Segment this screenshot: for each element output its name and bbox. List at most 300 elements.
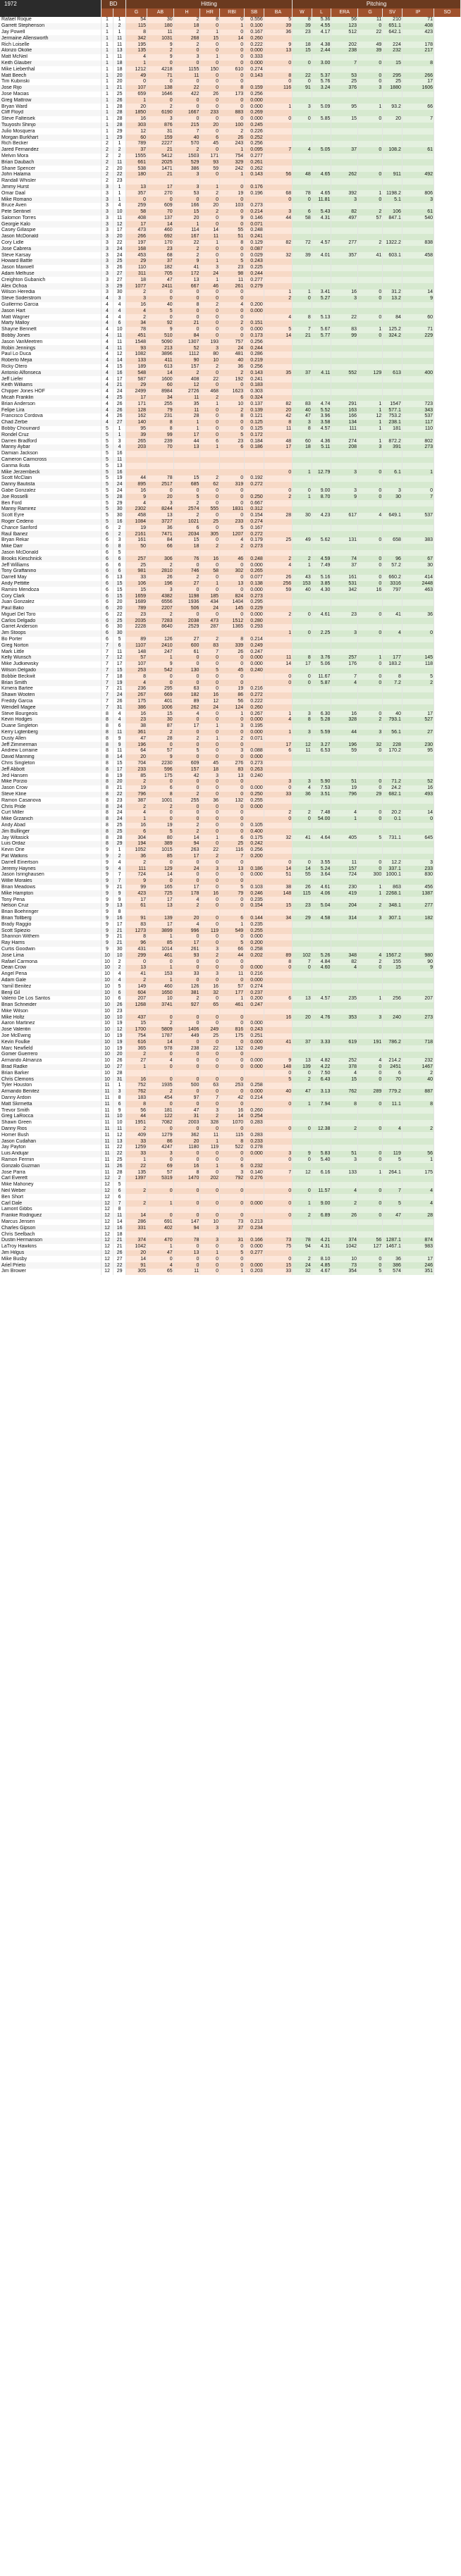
cell-player-name[interactable]: Cory Clark: [0, 593, 101, 599]
cell-player-name[interactable]: Jose Macias: [0, 92, 101, 98]
cell-player-name[interactable]: Robin Jennings: [0, 345, 101, 351]
cell-player-name[interactable]: Bryan Rekar: [0, 537, 101, 544]
table-row[interactable]: [0, 1126, 461, 1133]
table-row[interactable]: [0, 1009, 461, 1015]
cell-player-name[interactable]: Steve Falteisek: [0, 116, 101, 123]
table-row[interactable]: [0, 364, 461, 371]
cell-player-name[interactable]: Juan Gonzalez: [0, 599, 101, 606]
table-row[interactable]: [0, 135, 461, 141]
table-row[interactable]: [0, 296, 461, 302]
cell-player-name[interactable]: Roger Cedeno: [0, 519, 101, 525]
table-row[interactable]: [0, 531, 461, 537]
table-row[interactable]: [0, 314, 461, 321]
cell-player-name[interactable]: Randall Whisler: [0, 178, 101, 185]
cell-player-name[interactable]: Shane Spencer: [0, 166, 101, 172]
table-row[interactable]: [0, 947, 461, 953]
table-row[interactable]: [0, 1064, 461, 1071]
table-row[interactable]: [0, 116, 461, 123]
cell-player-name[interactable]: Bryan Ward: [0, 104, 101, 110]
cell-player-name[interactable]: Mike Lieberthal: [0, 66, 101, 73]
table-row[interactable]: [0, 221, 461, 228]
table-row[interactable]: [0, 1182, 461, 1188]
table-row[interactable]: [0, 983, 461, 990]
cell-player-name[interactable]: Shawn Wooten: [0, 692, 101, 699]
table-row[interactable]: [0, 85, 461, 92]
cell-player-name[interactable]: Kevin Foulke: [0, 1039, 101, 1045]
cell-player-name[interactable]: Mike Hampton: [0, 890, 101, 897]
cell-player-name[interactable]: Jim Brower: [0, 1269, 101, 1275]
table-row[interactable]: [0, 1120, 461, 1126]
cell-player-name[interactable]: Jose Lima: [0, 952, 101, 959]
table-row[interactable]: [0, 885, 461, 891]
table-row[interactable]: [0, 513, 461, 519]
cell-player-name[interactable]: Bobby Jones: [0, 333, 101, 340]
table-row[interactable]: [0, 290, 461, 296]
cell-player-name[interactable]: Wilson Delgado: [0, 668, 101, 674]
table-row[interactable]: [0, 699, 461, 705]
table-row[interactable]: [0, 147, 461, 154]
table-row[interactable]: [0, 1002, 461, 1009]
table-row[interactable]: [0, 185, 461, 191]
table-row[interactable]: [0, 606, 461, 612]
table-row[interactable]: [0, 413, 461, 420]
cell-player-name[interactable]: Brady Raggio: [0, 921, 101, 928]
table-row[interactable]: [0, 203, 461, 209]
table-row[interactable]: [0, 123, 461, 129]
table-row[interactable]: [0, 928, 461, 934]
cell-player-name[interactable]: Raul Ibanez: [0, 531, 101, 537]
table-row[interactable]: [0, 420, 461, 426]
table-row[interactable]: [0, 519, 461, 525]
table-row[interactable]: [0, 773, 461, 779]
cell-player-name[interactable]: Valerio De Los Santos: [0, 996, 101, 1002]
table-row[interactable]: [0, 704, 461, 711]
cell-player-name[interactable]: Scott Eyre: [0, 513, 101, 519]
table-row[interactable]: [0, 444, 461, 451]
cell-player-name[interactable]: Brian Schneider: [0, 1002, 101, 1009]
cell-player-name[interactable]: Mike Wilson: [0, 1009, 101, 1015]
table-row[interactable]: [0, 642, 461, 649]
cell-player-name[interactable]: Carl Everett: [0, 1176, 101, 1182]
cell-player-name[interactable]: Cory Lidle: [0, 240, 101, 247]
col-header-era[interactable]: ERA: [331, 8, 358, 17]
cell-player-name[interactable]: Steve Soderstrom: [0, 296, 101, 302]
cell-player-name[interactable]: Rafael Roque: [0, 17, 101, 23]
cell-player-name[interactable]: Darrell May: [0, 575, 101, 581]
cell-player-name[interactable]: Dean Crow: [0, 965, 101, 971]
table-row[interactable]: [0, 921, 461, 928]
table-row[interactable]: [0, 358, 461, 364]
table-row[interactable]: [0, 178, 461, 185]
cell-player-name[interactable]: Freddy Garcia: [0, 699, 101, 705]
table-row[interactable]: [0, 345, 461, 351]
cell-player-name[interactable]: Shawn Green: [0, 1120, 101, 1126]
cell-player-name[interactable]: Jared Fernandez: [0, 147, 101, 154]
table-row[interactable]: [0, 916, 461, 922]
cell-player-name[interactable]: Brian Smith: [0, 680, 101, 686]
table-row[interactable]: [0, 265, 461, 271]
cell-player-name[interactable]: Tim Kubinski: [0, 79, 101, 85]
table-row[interactable]: [0, 228, 461, 234]
table-row[interactable]: [0, 525, 461, 531]
cell-player-name[interactable]: Aaron Martinez: [0, 1021, 101, 1027]
table-row[interactable]: [0, 1033, 461, 1040]
table-row[interactable]: [0, 1083, 461, 1089]
cell-player-name[interactable]: Rich Loiselle: [0, 42, 101, 48]
cell-player-name[interactable]: Armando Benitez: [0, 1089, 101, 1095]
cell-player-name[interactable]: Brad Radke: [0, 1064, 101, 1071]
table-row[interactable]: [0, 216, 461, 222]
table-row[interactable]: [0, 779, 461, 785]
cell-player-name[interactable]: Jason Hart: [0, 308, 101, 314]
table-row[interactable]: [0, 333, 461, 340]
cell-player-name[interactable]: Miguel Del Toro: [0, 612, 101, 618]
cell-player-name[interactable]: Mike Porzio: [0, 779, 101, 785]
table-row[interactable]: [0, 673, 461, 680]
table-row[interactable]: [0, 327, 461, 333]
table-row[interactable]: [0, 469, 461, 475]
cell-player-name[interactable]: Andy Abad: [0, 823, 101, 829]
table-row[interactable]: [0, 1058, 461, 1064]
cell-player-name[interactable]: Tony Pena: [0, 897, 101, 903]
table-row[interactable]: [0, 1021, 461, 1027]
table-row[interactable]: [0, 1145, 461, 1151]
cell-player-name[interactable]: Jose Rijo: [0, 85, 101, 92]
table-row[interactable]: [0, 624, 461, 630]
cell-player-name[interactable]: Antonio Alfonseca: [0, 370, 101, 376]
cell-player-name[interactable]: Greg Mattrow: [0, 97, 101, 104]
table-row[interactable]: [0, 17, 461, 23]
cell-player-name[interactable]: Lamont Gibbs: [0, 1207, 101, 1213]
cell-player-name[interactable]: Bobbie Beckwit: [0, 673, 101, 680]
cell-player-name[interactable]: Creighton Gubanich: [0, 277, 101, 283]
cell-player-name[interactable]: Keith Glauber: [0, 61, 101, 67]
cell-player-name[interactable]: Ben Ford: [0, 500, 101, 506]
cell-player-name[interactable]: Kelly Wunsch: [0, 655, 101, 661]
col-header-so[interactable]: SO: [434, 8, 461, 17]
cell-player-name[interactable]: Salomon Torres: [0, 216, 101, 222]
table-row[interactable]: [0, 351, 461, 358]
cell-player-name[interactable]: Kevin Hodges: [0, 717, 101, 723]
table-row[interactable]: [0, 30, 461, 36]
cell-player-name[interactable]: Curt Miller: [0, 810, 101, 816]
table-row[interactable]: [0, 79, 461, 85]
table-row[interactable]: [0, 389, 461, 395]
table-row[interactable]: [0, 562, 461, 568]
cell-player-name[interactable]: Neil Weber: [0, 1188, 101, 1195]
cell-player-name[interactable]: Wendell Magee: [0, 704, 101, 711]
cell-player-name[interactable]: Danny Ardoin: [0, 1095, 101, 1102]
cell-player-name[interactable]: Jeff Zimmerman: [0, 742, 101, 748]
table-row[interactable]: [0, 1095, 461, 1102]
table-row[interactable]: [0, 1256, 461, 1262]
cell-player-name[interactable]: Brian Barker: [0, 1070, 101, 1076]
table-row[interactable]: [0, 797, 461, 804]
table-row[interactable]: [0, 42, 461, 48]
cell-player-name[interactable]: Alonzo Okolie: [0, 48, 101, 54]
table-row[interactable]: [0, 668, 461, 674]
table-row[interactable]: [0, 835, 461, 841]
cell-player-name[interactable]: Garrett Stephenson: [0, 23, 101, 30]
table-row[interactable]: [0, 1107, 461, 1114]
table-row[interactable]: [0, 723, 461, 730]
cell-player-name[interactable]: Mike Grzanich: [0, 816, 101, 823]
cell-player-name[interactable]: Ganma Ikuta: [0, 463, 101, 469]
cell-player-name[interactable]: Jeff Liefer: [0, 376, 101, 382]
cell-player-name[interactable]: Wilson Heredia: [0, 290, 101, 296]
table-row[interactable]: [0, 321, 461, 327]
table-row[interactable]: [0, 537, 461, 544]
table-row[interactable]: [0, 568, 461, 575]
table-row[interactable]: [0, 792, 461, 798]
cell-player-name[interactable]: Jason McDonald: [0, 234, 101, 240]
table-row[interactable]: [0, 401, 461, 407]
cell-player-name[interactable]: Jason VanMeetren: [0, 339, 101, 345]
cell-player-name[interactable]: Mark Little: [0, 649, 101, 655]
cell-player-name[interactable]: Jose Parra: [0, 1169, 101, 1176]
table-row[interactable]: [0, 457, 461, 463]
cell-player-name[interactable]: Jason Cudahan: [0, 1138, 101, 1145]
cell-player-name[interactable]: Mike Holtz: [0, 1014, 101, 1021]
cell-player-name[interactable]: Shayne Bennett: [0, 327, 101, 333]
cell-player-name[interactable]: Willie Morales: [0, 878, 101, 885]
table-row[interactable]: [0, 1231, 461, 1238]
cell-player-name[interactable]: Jim Stoops: [0, 630, 101, 637]
table-row[interactable]: [0, 735, 461, 742]
cell-player-name[interactable]: Pat Watkins: [0, 854, 101, 860]
cell-player-name[interactable]: Dustin Hermanson: [0, 1238, 101, 1244]
table-row[interactable]: [0, 339, 461, 345]
table-row[interactable]: [0, 308, 461, 314]
table-row[interactable]: [0, 766, 461, 773]
cell-player-name[interactable]: Jim Hilgus: [0, 1250, 101, 1257]
cell-player-name[interactable]: Duane Singleton: [0, 723, 101, 730]
cell-player-name[interactable]: Scott McClain: [0, 475, 101, 482]
cell-player-name[interactable]: Felipe Lira: [0, 407, 101, 413]
cell-player-name[interactable]: Mike Jerzembeck: [0, 469, 101, 475]
table-row[interactable]: [0, 854, 461, 860]
cell-player-name[interactable]: Garret Anderson: [0, 624, 101, 630]
table-row[interactable]: [0, 500, 461, 506]
cell-player-name[interactable]: Chris Clemons: [0, 1076, 101, 1083]
cell-player-name[interactable]: Jed Hansen: [0, 773, 101, 779]
table-row[interactable]: [0, 73, 461, 79]
table-row[interactable]: [0, 259, 461, 265]
cell-player-name[interactable]: Ramon Casanova: [0, 797, 101, 804]
cell-player-name[interactable]: Jose Valentin: [0, 1027, 101, 1033]
cell-player-name[interactable]: Jay Payton: [0, 1145, 101, 1151]
table-row[interactable]: [0, 872, 461, 878]
cell-player-name[interactable]: Nelson Cruz: [0, 903, 101, 909]
table-row[interactable]: [0, 692, 461, 699]
table-row[interactable]: [0, 959, 461, 965]
cell-player-name[interactable]: Brooks Kieschnick: [0, 556, 101, 562]
cell-player-name[interactable]: Ray Harris: [0, 940, 101, 947]
cell-player-name[interactable]: Andy Pettitte: [0, 581, 101, 587]
table-row[interactable]: [0, 277, 461, 283]
table-row[interactable]: [0, 451, 461, 457]
table-row[interactable]: [0, 1114, 461, 1120]
col-header-l[interactable]: L: [312, 8, 331, 17]
table-row[interactable]: [0, 1039, 461, 1045]
table-row[interactable]: [0, 61, 461, 67]
table-row[interactable]: [0, 1052, 461, 1058]
table-row[interactable]: [0, 971, 461, 978]
cell-player-name[interactable]: Georgie Kalo: [0, 221, 101, 228]
table-row[interactable]: [0, 110, 461, 116]
table-row[interactable]: [0, 197, 461, 203]
cell-player-name[interactable]: Mike Mahoney: [0, 1182, 101, 1188]
cell-player-name[interactable]: Francisco Cordova: [0, 413, 101, 420]
cell-player-name[interactable]: Ariel Prieto: [0, 1262, 101, 1269]
table-row[interactable]: [0, 748, 461, 754]
table-row[interactable]: [0, 128, 461, 135]
table-row[interactable]: [0, 952, 461, 959]
cell-player-name[interactable]: Mike Judkiewsky: [0, 661, 101, 668]
cell-player-name[interactable]: Chris Singleton: [0, 761, 101, 767]
table-row[interactable]: [0, 847, 461, 854]
table-row[interactable]: [0, 828, 461, 835]
table-row[interactable]: [0, 246, 461, 252]
table-row[interactable]: [0, 965, 461, 971]
cell-player-name[interactable]: Paul Lo Duca: [0, 351, 101, 358]
table-row[interactable]: [0, 370, 461, 376]
cell-player-name[interactable]: Brian Meadows: [0, 885, 101, 891]
table-row[interactable]: [0, 209, 461, 216]
table-row[interactable]: [0, 630, 461, 637]
table-row[interactable]: [0, 934, 461, 940]
cell-player-name[interactable]: Mike Darr: [0, 544, 101, 550]
table-row[interactable]: [0, 1138, 461, 1145]
table-row[interactable]: [0, 252, 461, 259]
cell-player-name[interactable]: Frankie Rodriguez: [0, 1213, 101, 1219]
table-row[interactable]: [0, 1163, 461, 1169]
cell-player-name[interactable]: Jose Cabrera: [0, 246, 101, 252]
cell-player-name[interactable]: Rondel Cruz: [0, 432, 101, 438]
cell-player-name[interactable]: Jeremy Haynes: [0, 866, 101, 872]
cell-player-name[interactable]: Scott Spiezio: [0, 928, 101, 934]
table-row[interactable]: [0, 1219, 461, 1226]
table-row[interactable]: [0, 1225, 461, 1231]
cell-player-name[interactable]: Rich Becker: [0, 141, 101, 147]
table-row[interactable]: [0, 1250, 461, 1257]
table-row[interactable]: [0, 240, 461, 247]
table-row[interactable]: [0, 1269, 461, 1275]
table-row[interactable]: [0, 841, 461, 847]
cell-player-name[interactable]: Jermaine Allensworth: [0, 35, 101, 42]
table-row[interactable]: [0, 1188, 461, 1195]
cell-player-name[interactable]: Greg LaRocca: [0, 1114, 101, 1120]
table-row[interactable]: [0, 544, 461, 550]
table-row[interactable]: [0, 909, 461, 916]
cell-player-name[interactable]: Jason Maxwell: [0, 265, 101, 271]
table-row[interactable]: [0, 1244, 461, 1250]
cell-player-name[interactable]: Chad Zerbe: [0, 420, 101, 426]
table-row[interactable]: [0, 1207, 461, 1213]
cell-player-name[interactable]: Keith Williams: [0, 382, 101, 389]
cell-player-name[interactable]: Mike Busby: [0, 1256, 101, 1262]
cell-player-name[interactable]: Kerry Ligtenberg: [0, 730, 101, 736]
table-row[interactable]: [0, 92, 461, 98]
table-row[interactable]: [0, 482, 461, 488]
table-row[interactable]: [0, 395, 461, 402]
table-row[interactable]: [0, 506, 461, 513]
cell-player-name[interactable]: Carlos Delgado: [0, 618, 101, 624]
cell-player-name[interactable]: Shannon Withem: [0, 934, 101, 940]
cell-player-name[interactable]: Dusty Allen: [0, 735, 101, 742]
table-row[interactable]: [0, 890, 461, 897]
table-row[interactable]: [0, 711, 461, 717]
cell-player-name[interactable]: Ricky Otero: [0, 364, 101, 371]
table-row[interactable]: [0, 234, 461, 240]
table-row[interactable]: [0, 1027, 461, 1033]
cell-player-name[interactable]: Marcus Jensen: [0, 1219, 101, 1226]
cell-player-name[interactable]: Brian Anderson: [0, 401, 101, 407]
table-row[interactable]: [0, 785, 461, 792]
cell-player-name[interactable]: Armando Almanza: [0, 1058, 101, 1064]
cell-player-name[interactable]: Chance Sanford: [0, 525, 101, 531]
table-row[interactable]: [0, 1169, 461, 1176]
cell-player-name[interactable]: Jason Crow: [0, 785, 101, 792]
table-row[interactable]: [0, 1070, 461, 1076]
table-row[interactable]: [0, 438, 461, 444]
cell-player-name[interactable]: Jason McDonald: [0, 550, 101, 556]
cell-player-name[interactable]: Greg Norton: [0, 642, 101, 649]
col-header-ip[interactable]: IP: [402, 8, 434, 17]
table-row[interactable]: [0, 1101, 461, 1107]
table-row[interactable]: [0, 302, 461, 309]
table-row[interactable]: [0, 48, 461, 54]
table-row[interactable]: [0, 141, 461, 147]
table-row[interactable]: [0, 54, 461, 61]
table-row[interactable]: [0, 494, 461, 500]
cell-player-name[interactable]: Paul Bako: [0, 606, 101, 612]
cell-player-name[interactable]: Steve Kline: [0, 792, 101, 798]
cell-player-name[interactable]: Carl Dale: [0, 1200, 101, 1207]
table-row[interactable]: [0, 488, 461, 494]
cell-player-name[interactable]: Angel Pena: [0, 971, 101, 978]
table-row[interactable]: [0, 104, 461, 110]
cell-player-name[interactable]: Chris Seelbach: [0, 1231, 101, 1238]
cell-player-name[interactable]: Jay Witasick: [0, 835, 101, 841]
table-row[interactable]: [0, 475, 461, 482]
table-row[interactable]: [0, 618, 461, 624]
table-row[interactable]: [0, 1132, 461, 1138]
table-row[interactable]: [0, 717, 461, 723]
table-row[interactable]: [0, 159, 461, 166]
table-row[interactable]: [0, 432, 461, 438]
cell-player-name[interactable]: Marty Malloy: [0, 321, 101, 327]
cell-player-name[interactable]: Steve Bourgeois: [0, 711, 101, 717]
cell-player-name[interactable]: Andrew Lorraine: [0, 748, 101, 754]
table-row[interactable]: [0, 612, 461, 618]
cell-player-name[interactable]: Brian Tollberg: [0, 916, 101, 922]
table-row[interactable]: [0, 283, 461, 290]
cell-player-name[interactable]: Matt Skrmetta: [0, 1101, 101, 1107]
table-row[interactable]: [0, 1157, 461, 1164]
cell-player-name[interactable]: Pete Sentinel: [0, 209, 101, 216]
cell-player-name[interactable]: Tyler Houston: [0, 1083, 101, 1089]
cell-player-name[interactable]: Jeff Williams: [0, 562, 101, 568]
table-row[interactable]: [0, 550, 461, 556]
table-row[interactable]: [0, 823, 461, 829]
table-row[interactable]: [0, 154, 461, 160]
cell-player-name[interactable]: Bo Porter: [0, 637, 101, 643]
table-row[interactable]: [0, 761, 461, 767]
cell-player-name[interactable]: Jimmy Hurst: [0, 185, 101, 191]
col-header-ab[interactable]: AB: [147, 8, 174, 17]
cell-player-name[interactable]: Tony Graffanino: [0, 568, 101, 575]
